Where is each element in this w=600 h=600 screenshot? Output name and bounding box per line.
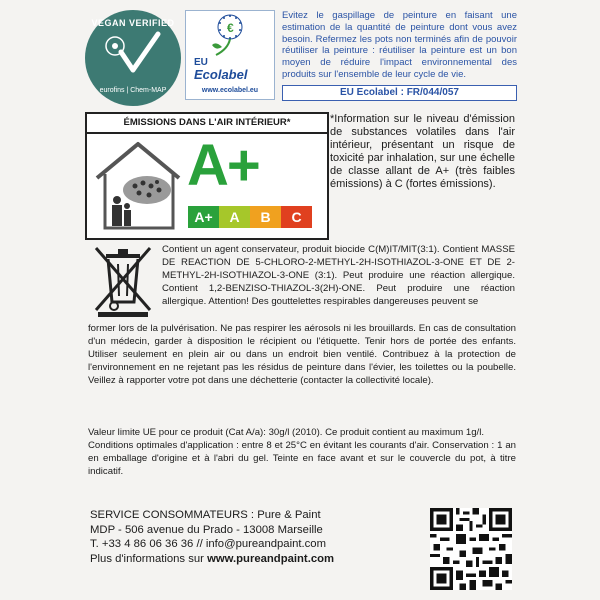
voc-limit-text: Valeur limite UE pour ce produit (Cat A/a): 30g/l (2010). Ce produit contient au maximum 1g/l.: [88, 427, 485, 438]
emissions-scale: [188, 206, 312, 228]
ecolabel-flower-icon: [186, 11, 274, 59]
voc-and-conditions: [88, 426, 516, 478]
service-brand: Pure & Paint: [257, 509, 321, 521]
emissions-title: ÉMISSIONS DANS L'AIR INTÉRIEUR*: [87, 114, 327, 134]
service-contact[interactable]: T. +33 4 86 06 36 36 // info@pureandpaint.com: [90, 538, 326, 550]
indoor-emissions-label: [85, 112, 329, 240]
service-address: MDP - 506 avenue du Prado - 13008 Marseille: [90, 523, 323, 536]
ecolabel-name: Ecolabel: [194, 67, 248, 82]
ecolabel-url: www.ecolabel.eu: [201, 87, 259, 94]
scale-a-plus: A+: [188, 206, 219, 228]
scale-a: A: [219, 206, 250, 228]
qr-code-icon[interactable]: [430, 508, 512, 590]
house-person-icon: [93, 138, 183, 232]
vegan-badge-title: VEGAN VERIFIED: [91, 18, 175, 28]
ecolabel-eu: EU: [194, 57, 208, 68]
svg-text:€: €: [227, 21, 234, 35]
vegan-verified-badge: [85, 10, 181, 106]
eu-ecolabel-logo: [185, 10, 275, 100]
vegan-badge-issuer: eurofins | Chem-MAP: [99, 87, 167, 94]
website-link[interactable]: www.pureandpaint.com: [207, 552, 335, 565]
hazard-statement-top: Contient un agent conservateur, produit biocide C(M)IT/MIT(3:1). Contient MASSE DE REACTION DE 5-CHLORO-2-METHYL-2H-ISOTHIAZOL-3-ONE ET DE 2-METHYL-2H-ISOTHIAZOL-3-ONE (3:1). Peut produire une réaction allergique. Contient 1,2-BENZISO-THIAZOL-3(2H)-ONE. Peut produire une réaction allergique. Attention! Des gouttelettes respirables dangereuses peuvent se: [162, 244, 515, 307]
scale-b: B: [250, 206, 281, 228]
service-label: SERVICE CONSOMMATEURS :: [90, 509, 258, 521]
emissions-note: *Information sur le niveau d'émission de substances volatiles dans l'air intérieur, présentant un risque de toxicité par inhalation, sur une échelle de classe allant de A+ (très faibles émissions) à C (fortes émissions).: [330, 113, 515, 190]
more-info-label: Plus d'informations sur: [90, 552, 208, 565]
crossed-bin-icon: [92, 244, 154, 318]
ecolabel-license-code: EU Ecolabel : FR/044/057: [282, 85, 517, 101]
scale-c: C: [281, 206, 312, 228]
leaf-check-icon: [103, 30, 163, 80]
hazard-statement-bottom: former lors de la pulvérisation. Ne pas respirer les aérosols ni les brouillards. En cas de consultation d'un médecin, garder à disposition le récipient ou l'étiquette. Tenir hors de portée des enfants. Utiliser seulement en plein air ou dans un endroit bien ventilé. Contribuez à la protection de l'environnement en ne rejetant pas les résidus de peinture dans l'évier, les toilettes ou la poubelle. Veillez à rapporter votre pot dans une déchetterie (contacter la collectivité locale).: [88, 323, 516, 386]
emissions-grade: A+: [187, 133, 259, 198]
conditions-text: Conditions optimales d'application : entre 8 et 25°C en évitant les courants d'air. Conservation : 1 an en emballage d'origine et à l'abri du gel. Teinte en face avant et sur le couvercle du pot, à titre indicatif.: [88, 440, 516, 477]
waste-advice-text: Evitez le gaspillage de peinture en faisant une estimation de la quantité de peinture dont vous avez besoin. Refermez les pots non terminés afin de pouvoir réutiliser la peinture : réutiliser la peinture est un bon moyen de réduire l'impact environnemental des produits sur l'ensemble de leur cycle de vie.: [282, 10, 517, 80]
